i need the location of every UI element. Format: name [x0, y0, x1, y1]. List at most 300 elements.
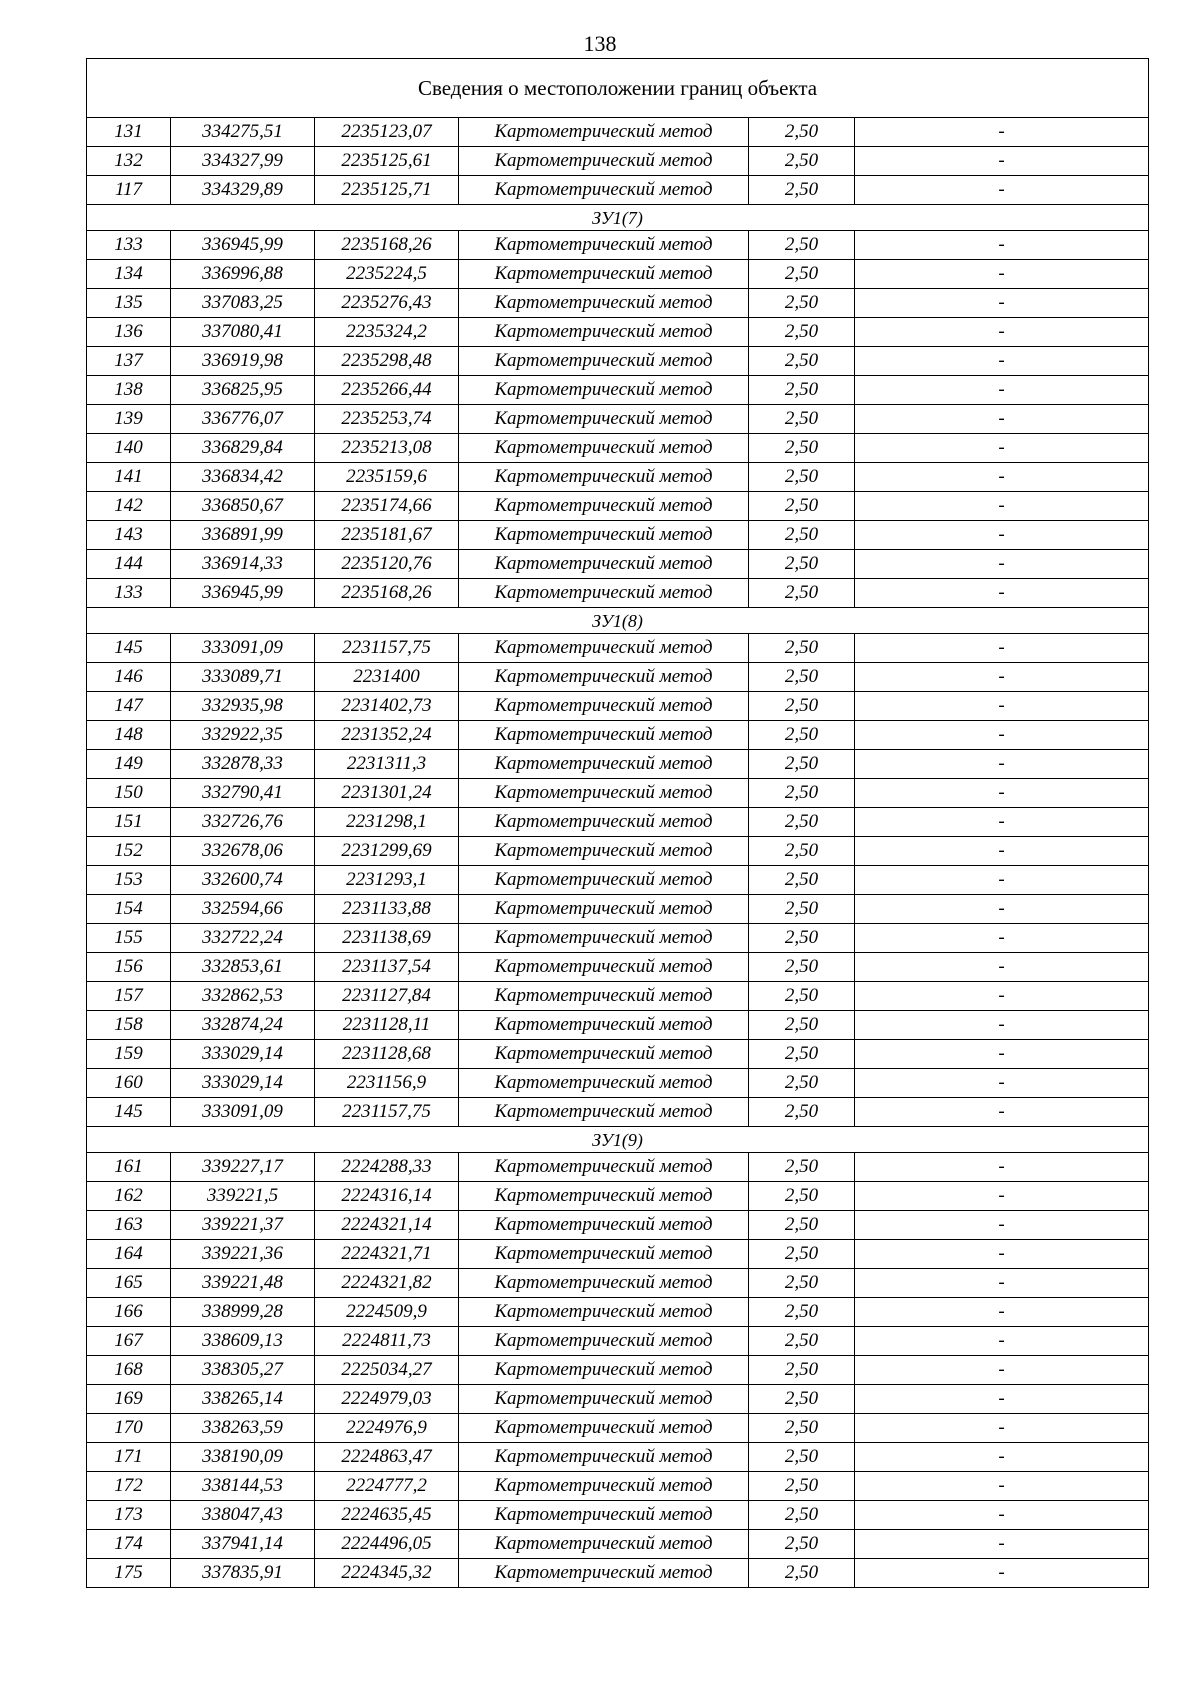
y-coordinate-cell: 2235168,26: [315, 579, 459, 608]
accuracy-cell: 2,50: [749, 1443, 855, 1472]
description-cell: -: [855, 1472, 1149, 1501]
y-coordinate-cell: 2231352,24: [315, 721, 459, 750]
section-label: ЗУ1(7): [87, 205, 1149, 231]
table-row: [87, 521, 1149, 550]
point-number-cell: 157: [87, 982, 171, 1011]
point-number-cell: 131: [87, 118, 171, 147]
x-coordinate-cell: 337080,41: [171, 318, 315, 347]
accuracy-cell: 2,50: [749, 1182, 855, 1211]
description-cell: -: [855, 1011, 1149, 1040]
table-row: [87, 1269, 1149, 1298]
description-cell: -: [855, 1211, 1149, 1240]
method-cell: Картометрический метод: [459, 147, 749, 176]
description-cell: -: [855, 924, 1149, 953]
x-coordinate-cell: 339221,5: [171, 1182, 315, 1211]
x-coordinate-cell: 338144,53: [171, 1472, 315, 1501]
table-row: [87, 289, 1149, 318]
x-coordinate-cell: 337083,25: [171, 289, 315, 318]
point-number-cell: 136: [87, 318, 171, 347]
description-cell: -: [855, 118, 1149, 147]
method-cell: Картометрический метод: [459, 347, 749, 376]
point-number-cell: 134: [87, 260, 171, 289]
x-coordinate-cell: 338999,28: [171, 1298, 315, 1327]
method-cell: Картометрический метод: [459, 1443, 749, 1472]
x-coordinate-cell: 332853,61: [171, 953, 315, 982]
description-cell: -: [855, 1098, 1149, 1127]
point-number-cell: 145: [87, 634, 171, 663]
table-row: [87, 1098, 1149, 1127]
x-coordinate-cell: 332935,98: [171, 692, 315, 721]
point-number-cell: 137: [87, 347, 171, 376]
point-number-cell: 175: [87, 1559, 171, 1588]
y-coordinate-cell: 2224496,05: [315, 1530, 459, 1559]
table-row: [87, 318, 1149, 347]
x-coordinate-cell: 336850,67: [171, 492, 315, 521]
method-cell: Картометрический метод: [459, 260, 749, 289]
x-coordinate-cell: 336945,99: [171, 579, 315, 608]
description-cell: -: [855, 663, 1149, 692]
accuracy-cell: 2,50: [749, 1472, 855, 1501]
method-cell: Картометрический метод: [459, 1530, 749, 1559]
method-cell: Картометрический метод: [459, 1472, 749, 1501]
accuracy-cell: 2,50: [749, 1356, 855, 1385]
y-coordinate-cell: 2231311,3: [315, 750, 459, 779]
method-cell: Картометрический метод: [459, 318, 749, 347]
method-cell: Картометрический метод: [459, 289, 749, 318]
method-cell: Картометрический метод: [459, 376, 749, 405]
description-cell: -: [855, 550, 1149, 579]
method-cell: Картометрический метод: [459, 924, 749, 953]
boundary-table: [86, 58, 1149, 1588]
method-cell: Картометрический метод: [459, 1414, 749, 1443]
point-number-cell: 152: [87, 837, 171, 866]
accuracy-cell: 2,50: [749, 895, 855, 924]
x-coordinate-cell: 332594,66: [171, 895, 315, 924]
table-row: [87, 260, 1149, 289]
y-coordinate-cell: 2235125,61: [315, 147, 459, 176]
table-row: [87, 579, 1149, 608]
x-coordinate-cell: 336996,88: [171, 260, 315, 289]
y-coordinate-cell: 2235276,43: [315, 289, 459, 318]
accuracy-cell: 2,50: [749, 231, 855, 260]
x-coordinate-cell: 338190,09: [171, 1443, 315, 1472]
x-coordinate-cell: 334327,99: [171, 147, 315, 176]
description-cell: -: [855, 1414, 1149, 1443]
x-coordinate-cell: 333089,71: [171, 663, 315, 692]
x-coordinate-cell: 336825,95: [171, 376, 315, 405]
accuracy-cell: 2,50: [749, 1269, 855, 1298]
method-cell: Картометрический метод: [459, 750, 749, 779]
description-cell: -: [855, 1182, 1149, 1211]
accuracy-cell: 2,50: [749, 260, 855, 289]
description-cell: -: [855, 463, 1149, 492]
table-row: [87, 924, 1149, 953]
method-cell: Картометрический метод: [459, 663, 749, 692]
point-number-cell: 147: [87, 692, 171, 721]
y-coordinate-cell: 2224979,03: [315, 1385, 459, 1414]
y-coordinate-cell: 2231137,54: [315, 953, 459, 982]
point-number-cell: 163: [87, 1211, 171, 1240]
description-cell: -: [855, 982, 1149, 1011]
point-number-cell: 133: [87, 231, 171, 260]
description-cell: -: [855, 634, 1149, 663]
table-row: [87, 692, 1149, 721]
y-coordinate-cell: 2224288,33: [315, 1153, 459, 1182]
y-coordinate-cell: 2224777,2: [315, 1472, 459, 1501]
description-cell: -: [855, 1327, 1149, 1356]
accuracy-cell: 2,50: [749, 521, 855, 550]
method-cell: Картометрический метод: [459, 176, 749, 205]
y-coordinate-cell: 2224509,9: [315, 1298, 459, 1327]
x-coordinate-cell: 336891,99: [171, 521, 315, 550]
description-cell: -: [855, 1530, 1149, 1559]
accuracy-cell: 2,50: [749, 1240, 855, 1269]
table-row: [87, 1414, 1149, 1443]
accuracy-cell: 2,50: [749, 579, 855, 608]
x-coordinate-cell: 336829,84: [171, 434, 315, 463]
accuracy-cell: 2,50: [749, 405, 855, 434]
table-row: [87, 1472, 1149, 1501]
method-cell: Картометрический метод: [459, 521, 749, 550]
method-cell: Картометрический метод: [459, 1069, 749, 1098]
method-cell: Картометрический метод: [459, 1211, 749, 1240]
table-body: [87, 59, 1149, 1588]
table-row: [87, 750, 1149, 779]
point-number-cell: 168: [87, 1356, 171, 1385]
y-coordinate-cell: 2224316,14: [315, 1182, 459, 1211]
table-row: [87, 492, 1149, 521]
x-coordinate-cell: 332600,74: [171, 866, 315, 895]
table-row: [87, 721, 1149, 750]
method-cell: Картометрический метод: [459, 982, 749, 1011]
table-row: [87, 376, 1149, 405]
point-number-cell: 155: [87, 924, 171, 953]
method-cell: Картометрический метод: [459, 434, 749, 463]
accuracy-cell: 2,50: [749, 1501, 855, 1530]
table-row: [87, 231, 1149, 260]
table-row: [87, 779, 1149, 808]
point-number-cell: 149: [87, 750, 171, 779]
description-cell: -: [855, 376, 1149, 405]
table-row: [87, 405, 1149, 434]
y-coordinate-cell: 2235120,76: [315, 550, 459, 579]
accuracy-cell: 2,50: [749, 634, 855, 663]
method-cell: Картометрический метод: [459, 953, 749, 982]
description-cell: -: [855, 147, 1149, 176]
y-coordinate-cell: 2235125,71: [315, 176, 459, 205]
method-cell: Картометрический метод: [459, 550, 749, 579]
description-cell: -: [855, 434, 1149, 463]
y-coordinate-cell: 2231402,73: [315, 692, 459, 721]
accuracy-cell: 2,50: [749, 1385, 855, 1414]
x-coordinate-cell: 336945,99: [171, 231, 315, 260]
x-coordinate-cell: 332726,76: [171, 808, 315, 837]
description-cell: -: [855, 405, 1149, 434]
method-cell: Картометрический метод: [459, 118, 749, 147]
x-coordinate-cell: 338265,14: [171, 1385, 315, 1414]
method-cell: Картометрический метод: [459, 634, 749, 663]
accuracy-cell: 2,50: [749, 289, 855, 318]
description-cell: -: [855, 1298, 1149, 1327]
y-coordinate-cell: 2231127,84: [315, 982, 459, 1011]
point-number-cell: 165: [87, 1269, 171, 1298]
accuracy-cell: 2,50: [749, 492, 855, 521]
y-coordinate-cell: 2231299,69: [315, 837, 459, 866]
point-number-cell: 161: [87, 1153, 171, 1182]
point-number-cell: 164: [87, 1240, 171, 1269]
point-number-cell: 167: [87, 1327, 171, 1356]
description-cell: -: [855, 1153, 1149, 1182]
table-row: [87, 1153, 1149, 1182]
point-number-cell: 174: [87, 1530, 171, 1559]
x-coordinate-cell: 332878,33: [171, 750, 315, 779]
y-coordinate-cell: 2235168,26: [315, 231, 459, 260]
y-coordinate-cell: 2235224,5: [315, 260, 459, 289]
method-cell: Картометрический метод: [459, 1011, 749, 1040]
accuracy-cell: 2,50: [749, 1559, 855, 1588]
description-cell: -: [855, 521, 1149, 550]
y-coordinate-cell: 2235174,66: [315, 492, 459, 521]
table-row: [87, 434, 1149, 463]
accuracy-cell: 2,50: [749, 1211, 855, 1240]
description-cell: -: [855, 1501, 1149, 1530]
y-coordinate-cell: 2231301,24: [315, 779, 459, 808]
y-coordinate-cell: 2235253,74: [315, 405, 459, 434]
table-title-row: [87, 59, 1149, 118]
method-cell: Картометрический метод: [459, 895, 749, 924]
accuracy-cell: 2,50: [749, 721, 855, 750]
description-cell: -: [855, 231, 1149, 260]
point-number-cell: 142: [87, 492, 171, 521]
description-cell: -: [855, 837, 1149, 866]
point-number-cell: 170: [87, 1414, 171, 1443]
description-cell: -: [855, 1040, 1149, 1069]
accuracy-cell: 2,50: [749, 1040, 855, 1069]
description-cell: -: [855, 1069, 1149, 1098]
table-row: [87, 808, 1149, 837]
y-coordinate-cell: 2224321,71: [315, 1240, 459, 1269]
accuracy-cell: 2,50: [749, 924, 855, 953]
x-coordinate-cell: 336914,33: [171, 550, 315, 579]
accuracy-cell: 2,50: [749, 779, 855, 808]
x-coordinate-cell: 338263,59: [171, 1414, 315, 1443]
method-cell: Картометрический метод: [459, 866, 749, 895]
accuracy-cell: 2,50: [749, 692, 855, 721]
method-cell: Картометрический метод: [459, 692, 749, 721]
y-coordinate-cell: 2235159,6: [315, 463, 459, 492]
description-cell: -: [855, 1356, 1149, 1385]
method-cell: Картометрический метод: [459, 808, 749, 837]
method-cell: Картометрический метод: [459, 231, 749, 260]
point-number-cell: 154: [87, 895, 171, 924]
page-number: 138: [583, 31, 617, 56]
method-cell: Картометрический метод: [459, 721, 749, 750]
point-number-cell: 173: [87, 1501, 171, 1530]
method-cell: Картометрический метод: [459, 1501, 749, 1530]
accuracy-cell: 2,50: [749, 982, 855, 1011]
point-number-cell: 135: [87, 289, 171, 318]
description-cell: -: [855, 750, 1149, 779]
table-row: [87, 1011, 1149, 1040]
description-cell: -: [855, 492, 1149, 521]
method-cell: Картометрический метод: [459, 1298, 749, 1327]
x-coordinate-cell: 336919,98: [171, 347, 315, 376]
y-coordinate-cell: 2224976,9: [315, 1414, 459, 1443]
point-number-cell: 151: [87, 808, 171, 837]
y-coordinate-cell: 2235181,67: [315, 521, 459, 550]
point-number-cell: 146: [87, 663, 171, 692]
description-cell: -: [855, 1559, 1149, 1588]
point-number-cell: 133: [87, 579, 171, 608]
method-cell: Картометрический метод: [459, 1153, 749, 1182]
x-coordinate-cell: 339221,36: [171, 1240, 315, 1269]
point-number-cell: 158: [87, 1011, 171, 1040]
y-coordinate-cell: 2231298,1: [315, 808, 459, 837]
table-row: [87, 953, 1149, 982]
y-coordinate-cell: 2231157,75: [315, 634, 459, 663]
method-cell: Картометрический метод: [459, 492, 749, 521]
y-coordinate-cell: 2224811,73: [315, 1327, 459, 1356]
section-header-row: [87, 205, 1149, 231]
table-row: [87, 1240, 1149, 1269]
table-row: [87, 176, 1149, 205]
y-coordinate-cell: 2231128,11: [315, 1011, 459, 1040]
accuracy-cell: 2,50: [749, 866, 855, 895]
method-cell: Картометрический метод: [459, 463, 749, 492]
method-cell: Картометрический метод: [459, 1269, 749, 1298]
method-cell: Картометрический метод: [459, 779, 749, 808]
table-row: [87, 1182, 1149, 1211]
y-coordinate-cell: 2231133,88: [315, 895, 459, 924]
description-cell: -: [855, 579, 1149, 608]
y-coordinate-cell: 2224863,47: [315, 1443, 459, 1472]
x-coordinate-cell: 338609,13: [171, 1327, 315, 1356]
table-row: [87, 1501, 1149, 1530]
point-number-cell: 132: [87, 147, 171, 176]
point-number-cell: 140: [87, 434, 171, 463]
accuracy-cell: 2,50: [749, 837, 855, 866]
description-cell: -: [855, 953, 1149, 982]
y-coordinate-cell: 2231156,9: [315, 1069, 459, 1098]
accuracy-cell: 2,50: [749, 1327, 855, 1356]
x-coordinate-cell: 337835,91: [171, 1559, 315, 1588]
accuracy-cell: 2,50: [749, 550, 855, 579]
description-cell: -: [855, 866, 1149, 895]
description-cell: -: [855, 176, 1149, 205]
table-row: [87, 1327, 1149, 1356]
description-cell: -: [855, 692, 1149, 721]
point-number-cell: 171: [87, 1443, 171, 1472]
point-number-cell: 139: [87, 405, 171, 434]
accuracy-cell: 2,50: [749, 147, 855, 176]
method-cell: Картометрический метод: [459, 1356, 749, 1385]
table-row: [87, 634, 1149, 663]
x-coordinate-cell: 333029,14: [171, 1040, 315, 1069]
table-row: [87, 895, 1149, 924]
point-number-cell: 153: [87, 866, 171, 895]
method-cell: Картометрический метод: [459, 1559, 749, 1588]
accuracy-cell: 2,50: [749, 953, 855, 982]
accuracy-cell: 2,50: [749, 463, 855, 492]
table-row: [87, 982, 1149, 1011]
x-coordinate-cell: 333029,14: [171, 1069, 315, 1098]
method-cell: Картометрический метод: [459, 579, 749, 608]
accuracy-cell: 2,50: [749, 1153, 855, 1182]
table-row: [87, 347, 1149, 376]
table-row: [87, 1069, 1149, 1098]
x-coordinate-cell: 332722,24: [171, 924, 315, 953]
y-coordinate-cell: 2224345,32: [315, 1559, 459, 1588]
table-row: [87, 1211, 1149, 1240]
accuracy-cell: 2,50: [749, 376, 855, 405]
x-coordinate-cell: 336834,42: [171, 463, 315, 492]
point-number-cell: 172: [87, 1472, 171, 1501]
section-label: ЗУ1(8): [87, 608, 1149, 634]
y-coordinate-cell: 2224635,45: [315, 1501, 459, 1530]
y-coordinate-cell: 2224321,82: [315, 1269, 459, 1298]
y-coordinate-cell: 2231400: [315, 663, 459, 692]
method-cell: Картометрический метод: [459, 837, 749, 866]
point-number-cell: 138: [87, 376, 171, 405]
x-coordinate-cell: 333091,09: [171, 634, 315, 663]
method-cell: Картометрический метод: [459, 1098, 749, 1127]
table-row: [87, 550, 1149, 579]
table-row: [87, 866, 1149, 895]
x-coordinate-cell: 334329,89: [171, 176, 315, 205]
y-coordinate-cell: 2235324,2: [315, 318, 459, 347]
description-cell: -: [855, 1443, 1149, 1472]
x-coordinate-cell: 332790,41: [171, 779, 315, 808]
point-number-cell: 117: [87, 176, 171, 205]
accuracy-cell: 2,50: [749, 663, 855, 692]
description-cell: -: [855, 779, 1149, 808]
table-row: [87, 147, 1149, 176]
accuracy-cell: 2,50: [749, 1298, 855, 1327]
accuracy-cell: 2,50: [749, 1069, 855, 1098]
y-coordinate-cell: 2231293,1: [315, 866, 459, 895]
point-number-cell: 166: [87, 1298, 171, 1327]
table-row: [87, 118, 1149, 147]
accuracy-cell: 2,50: [749, 318, 855, 347]
description-cell: -: [855, 721, 1149, 750]
point-number-cell: 169: [87, 1385, 171, 1414]
description-cell: -: [855, 808, 1149, 837]
x-coordinate-cell: 339221,48: [171, 1269, 315, 1298]
description-cell: -: [855, 318, 1149, 347]
x-coordinate-cell: 332874,24: [171, 1011, 315, 1040]
table-row: [87, 1356, 1149, 1385]
x-coordinate-cell: 338305,27: [171, 1356, 315, 1385]
point-number-cell: 159: [87, 1040, 171, 1069]
description-cell: -: [855, 1269, 1149, 1298]
table-row: [87, 1443, 1149, 1472]
section-header-row: [87, 608, 1149, 634]
point-number-cell: 145: [87, 1098, 171, 1127]
y-coordinate-cell: 2235213,08: [315, 434, 459, 463]
method-cell: Картометрический метод: [459, 405, 749, 434]
method-cell: Картометрический метод: [459, 1182, 749, 1211]
y-coordinate-cell: 2235266,44: [315, 376, 459, 405]
point-number-cell: 143: [87, 521, 171, 550]
y-coordinate-cell: 2235123,07: [315, 118, 459, 147]
description-cell: -: [855, 289, 1149, 318]
description-cell: -: [855, 1385, 1149, 1414]
y-coordinate-cell: 2231128,68: [315, 1040, 459, 1069]
x-coordinate-cell: 337941,14: [171, 1530, 315, 1559]
description-cell: -: [855, 1240, 1149, 1269]
x-coordinate-cell: 332922,35: [171, 721, 315, 750]
table-row: [87, 463, 1149, 492]
